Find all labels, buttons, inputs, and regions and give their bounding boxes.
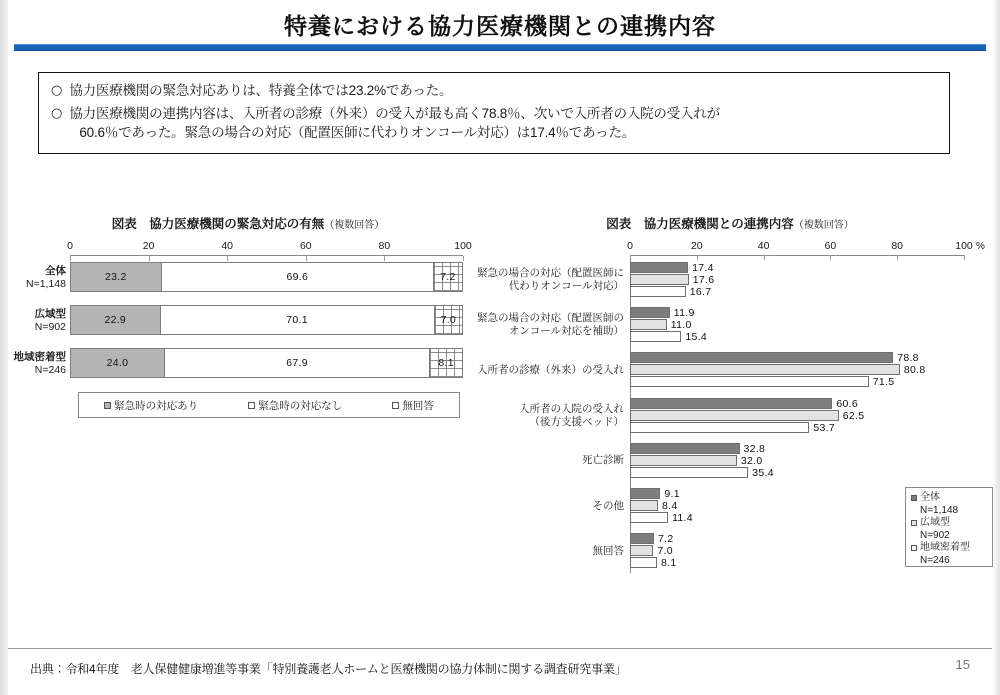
chart-left-segment-2 (165, 349, 431, 377)
chart-right-value-label: 78.8 (897, 352, 919, 365)
legend-item-emergency-yes (104, 398, 198, 413)
chart-right-xtick-0: 0 (627, 240, 633, 252)
category-line: その他 (592, 499, 624, 512)
chart-left-xtick-40: 40 (221, 240, 234, 252)
chart-left-xtick-80: 80 (378, 240, 391, 252)
segment-value-label: 69.6 (286, 271, 309, 283)
category-line: 入所者の診療（外来）の受入れ (477, 363, 624, 376)
legend-swatch-icon (911, 495, 917, 501)
legend-label: 広域型 (920, 517, 950, 528)
chart-left-stacked-bar (70, 262, 463, 292)
chart-left-segment-3 (435, 306, 462, 334)
chart-right-bar-地域密着型 (630, 557, 657, 568)
category-line: 死亡診断 (582, 454, 624, 467)
slide-right-edge (994, 0, 1000, 695)
chart-left-xtick-100: 100 (454, 240, 472, 252)
chart-left-category-label (4, 265, 66, 291)
chart-left-tick-mark (70, 256, 71, 261)
chart-right-xtick-100: 100 (955, 240, 973, 252)
chart-left-category-label (4, 308, 66, 334)
chart-left-xtick-0: 0 (67, 240, 73, 252)
chart-left-stacked-bar (70, 305, 463, 335)
segment-value-label: 7.0 (440, 314, 457, 326)
chart-right-bar-全体 (630, 352, 893, 363)
segment-value-label: 7.2 (440, 271, 456, 283)
category-name: 全体 (45, 265, 66, 277)
chart-right-value-label: 32.8 (743, 442, 766, 455)
chart-right-value-label: 17.4 (692, 262, 714, 274)
legend-label: 無回答 (402, 399, 434, 412)
chart-right-value-label: 80.8 (903, 364, 926, 377)
chart-right-bar-地域密着型 (630, 331, 681, 342)
legend-swatch-icon (911, 545, 917, 551)
summary-bullet-1 (51, 81, 939, 101)
legend-swatch-icon (911, 520, 917, 526)
footer-source-text: 出典：令和4年度 老人保健健康増進等事業「特別養護老人ホームと医療機関の協力体制に関する調査研究事業」 (30, 662, 627, 676)
summary-box (38, 72, 950, 154)
category-line: 緊急の場合の対応（配置医師の (477, 312, 624, 325)
chart-right-xtick-60: 60 (824, 240, 837, 252)
chart-left-segment-2 (162, 263, 434, 291)
chart-left-tick-mark (463, 256, 464, 261)
chart-right-bar-広域型 (630, 364, 900, 375)
chart-right-bar-全体 (630, 488, 660, 499)
legend-n-wide-area: N=902 (920, 529, 950, 541)
chart-left-tick-mark (149, 256, 150, 261)
chart-right-value-label: 53.7 (813, 421, 835, 434)
chart-right-value-label: 17.6 (692, 274, 715, 286)
bullet-circle-icon: ○ (51, 105, 63, 121)
segment-value-label: 22.9 (104, 314, 127, 326)
category-line: 無回答 (592, 544, 624, 557)
chart-right-tick-mark (897, 255, 898, 260)
chart-right-tick-mark (830, 255, 831, 260)
category-line: オンコール対応を補助） (508, 325, 624, 338)
chart-right-axis-unit: % (976, 241, 985, 252)
chart-left-axis-line (70, 255, 463, 256)
bullet-circle-icon: ○ (51, 83, 63, 98)
segment-value-label: 8.1 (438, 357, 454, 369)
slide-left-edge (0, 0, 8, 695)
chart-right-axis-line (630, 255, 964, 256)
chart-left-segment-1 (71, 306, 161, 334)
page-number: 15 (955, 657, 970, 672)
chart-right-category-label (474, 364, 624, 377)
category-name: 広域型 (34, 308, 66, 320)
summary-bullet-1-text: 協力医療機関の緊急対応ありは、特養全体では23.2%であった。 (69, 83, 453, 98)
chart-left-tick-mark (384, 256, 385, 261)
segment-value-label: 23.2 (105, 271, 127, 283)
legend-label: 緊急時の対応なし (258, 399, 343, 412)
chart-right-bar-地域密着型 (630, 467, 748, 478)
chart-left-stacked-bar (70, 348, 463, 378)
chart-right-bar-全体 (630, 398, 832, 409)
footer-divider (8, 648, 992, 649)
legend-item-emergency-no (248, 398, 342, 413)
category-n: N=246 (34, 364, 66, 376)
chart-right-value-label: 71.5 (872, 376, 895, 389)
chart-right-bar-全体 (630, 443, 740, 454)
chart-left-category-label (4, 351, 66, 377)
chart-right-value-label: 9.1 (664, 488, 680, 500)
chart-right-value-label: 8.4 (662, 500, 678, 512)
summary-bullet-2-line1: 協力医療機関の連携内容は、入所者の診療（外来）の受入が最も高く78.8％、次いで入所者の入院の受入れが (69, 105, 720, 121)
legend-swatch-icon (104, 402, 111, 409)
chart-left-segment-1 (71, 263, 162, 291)
chart-left-title-main: 図表 協力医療機関の緊急対応の有無 (111, 217, 325, 231)
chart-left-segment-3 (430, 349, 462, 377)
chart-right-tick-mark (697, 255, 698, 260)
category-n: N=1,148 (26, 278, 66, 290)
chart-left-title (18, 214, 478, 232)
chart-right-value-label: 8.1 (661, 557, 677, 570)
segment-value-label: 70.1 (286, 314, 308, 326)
legend-label: 地域密着型 (920, 542, 970, 553)
chart-right-title-main: 図表 協力医療機関との連携内容 (606, 217, 794, 231)
chart-left-segment-3 (434, 263, 462, 291)
category-line: 入所者の入院の受入れ (519, 402, 624, 415)
legend-swatch-icon (248, 402, 255, 409)
chart-left-title-sub: （複数回答） (324, 220, 385, 231)
chart-right-bar-広域型 (630, 319, 667, 330)
chart-right-value-label: 16.7 (689, 286, 712, 298)
chart-right-title (480, 214, 980, 232)
chart-right-x-axis-labels (0, 240, 1000, 254)
chart-right-value-label: 15.4 (685, 331, 708, 344)
chart-right-bar-全体 (630, 262, 688, 273)
legend-item-no-answer (392, 398, 434, 413)
chart-right-bar-広域型 (630, 410, 839, 421)
category-line: 緊急の場合の対応（配置医師に (477, 267, 624, 279)
chart-right-value-label: 11.9 (673, 307, 695, 320)
title-underline-rule (14, 44, 986, 51)
chart-right-legend (905, 487, 993, 567)
chart-right-value-label: 11.0 (670, 319, 692, 332)
chart-left-tick-mark (227, 256, 228, 261)
chart-right-value-label: 11.4 (672, 512, 693, 524)
chart-left-segment-1 (71, 349, 165, 377)
legend-item-wide-area (911, 517, 987, 530)
chart-right-category-label (474, 267, 624, 293)
segment-value-label: 67.9 (286, 357, 308, 369)
chart-right-tick-mark (964, 255, 965, 260)
chart-right-xtick-80: 80 (891, 240, 904, 252)
legend-n-overall: N=1,148 (920, 504, 959, 516)
category-name: 地域密着型 (13, 351, 66, 363)
chart-right-bar-広域型 (630, 500, 658, 511)
legend-label: 緊急時の対応あり (114, 399, 199, 412)
chart-right-bar-地域密着型 (630, 376, 869, 387)
chart-right-bar-全体 (630, 307, 670, 318)
chart-right-category-label (474, 454, 624, 467)
legend-n-community-based: N=246 (920, 554, 950, 566)
chart-left-xtick-60: 60 (299, 240, 312, 252)
chart-right-bar-全体 (630, 533, 654, 544)
summary-bullet-2-text (69, 104, 720, 143)
chart-right-bar-地域密着型 (630, 512, 668, 523)
chart-right-xtick-20: 20 (690, 240, 703, 252)
chart-right-bar-広域型 (630, 455, 737, 466)
chart-right-bar-地域密着型 (630, 422, 809, 433)
chart-right-value-label: 62.5 (842, 409, 865, 422)
chart-left-legend (78, 392, 460, 418)
category-line: 代わりオンコール対応） (508, 280, 624, 292)
chart-right-bar-地域密着型 (630, 286, 686, 297)
summary-bullet-2 (51, 104, 939, 143)
legend-label: 全体 (920, 492, 940, 503)
category-n: N=902 (34, 321, 66, 333)
summary-bullet-2-line2: 60.6％であった。緊急の場合の対応（配置医師に代わりオンコール対応）は17.4％であった。 (79, 125, 636, 140)
chart-right-value-label: 60.6 (836, 397, 859, 410)
chart-right-category-label (474, 500, 624, 513)
chart-right-value-label: 7.2 (658, 533, 674, 546)
chart-right-value-label: 7.0 (657, 545, 673, 558)
page-title: 特養における協力医療機関との連携内容 (284, 12, 716, 39)
chart-right-xtick-40: 40 (757, 240, 770, 252)
legend-swatch-icon (392, 402, 399, 409)
chart-right-value-label: 35.4 (752, 466, 774, 479)
chart-right-bar-広域型 (630, 545, 653, 556)
chart-left-segment-2 (161, 306, 435, 334)
chart-left-tick-mark (306, 256, 307, 261)
chart-right-value-label: 32.0 (740, 454, 763, 467)
segment-value-label: 24.0 (106, 357, 129, 369)
chart-right-title-sub: （複数回答） (793, 220, 854, 231)
category-line: （後方支援ベッド） (529, 415, 624, 428)
chart-right-bar-広域型 (630, 274, 689, 285)
chart-right-category-label (474, 545, 624, 558)
chart-right-category-label (474, 403, 624, 429)
chart-left-xtick-20: 20 (142, 240, 155, 252)
chart-right-tick-mark (764, 255, 765, 260)
chart-right-category-label (474, 312, 624, 338)
slide-title-bar (10, 2, 990, 46)
legend-item-community-based (911, 542, 987, 555)
legend-item-overall (911, 492, 987, 505)
